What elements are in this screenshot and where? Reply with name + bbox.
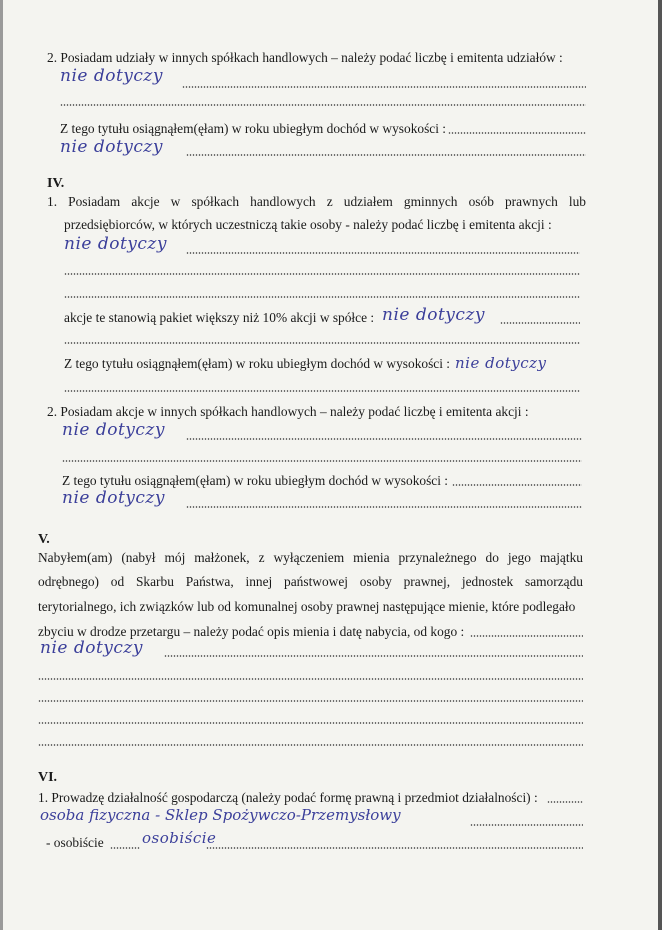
dotted-line [110,847,140,849]
s4-item1-handwritten: nie dotyczy [64,234,167,254]
s4-income-text: Z tego tytułu osiągnąłem(ęłam) w roku ubiegłym dochód w wysokości : [64,356,451,371]
section-v-heading: V. [38,532,50,547]
s4-income-handwritten: nie dotyczy [455,354,547,372]
s4-item2-text: 2. Posiadam akcje w innych spółkach handlowych – należy podać liczbę i emitenta akcji : [47,404,529,419]
dotted-line [547,801,583,803]
dotted-line [60,104,586,106]
dotted-line [448,132,586,134]
dotted-line [64,390,580,392]
dotted-line [186,438,582,440]
dotted-line [182,86,586,88]
s6-business-handwritten: osoba fizyczna - Sklep Spożywczo-Przemysłowy [40,806,401,824]
scan-edge-left [0,0,3,930]
dotted-line [38,744,583,746]
s4-income2-text: Z tego tytułu osiągnąłem(ęłam) w roku ubiegłym dochód w wysokości : [62,473,449,488]
dotted-line [470,824,583,826]
dotted-line [186,252,580,254]
s3-income-text: Z tego tytułu osiągnąłem(ęłam) w roku ubiegłym dochód w wysokości : [60,121,447,136]
dotted-line [38,700,583,702]
s5-handwritten: nie dotyczy [40,638,143,658]
s6-item1-text: 1. Prowadzę działalność gospodarczą (należy podać formę prawną i przedmiot działalności) : [38,790,538,805]
scan-edge-right [658,0,662,930]
dotted-line [164,655,583,657]
s3-item2-text: 2. Posiadam udziały w innych spółkach handlowych – należy podać liczbę i emitenta udziałów : [47,50,563,65]
dotted-line [38,722,583,724]
section-iv-heading: IV. [47,176,65,191]
s3-item2-handwritten: nie dotyczy [60,66,163,86]
s6-osobiscie-handwritten: osobiście [142,829,217,847]
dotted-line [38,678,583,680]
s4-income2-handwritten: nie dotyczy [62,488,165,508]
dotted-line [500,322,580,324]
s4-item1-line1: 1. Posiadam akcje w spółkach handlowych z udziałem gminnych osób prawnych lub [47,194,586,209]
dotted-line [62,460,582,462]
s5-line1: Nabyłem(am) (nabył mój małżonek, z wyłączeniem mienia przynależnego do jego majątku [38,550,583,565]
dotted-line [64,342,580,344]
dotted-line [470,635,583,637]
s3-income-handwritten: nie dotyczy [60,137,163,157]
dotted-line [206,847,583,849]
s5-line4: zbyciu w drodze przetargu – należy podać opis mienia i datę nabycia, od kogo : [38,624,465,639]
dotted-line [186,506,582,508]
s4-item2-handwritten: nie dotyczy [62,420,165,440]
s6-osobiscie-label: - osobiście [46,835,104,850]
dotted-line [64,273,580,275]
s4-pakiet-handwritten: nie dotyczy [382,305,485,325]
s4-pakiet-text: akcje te stanowią pakiet większy niż 10% akcji w spółce : [64,310,375,325]
s4-item1-line2: przedsiębiorców, w których uczestniczą takie osoby - należy podać liczbę i emitenta akcji : [64,217,552,232]
dotted-line [186,154,586,156]
s5-line3: terytorialnego, ich związków lub od komunalnej osoby prawnej następujące mienie, które podlegało [38,599,576,614]
section-vi-heading: VI. [38,770,58,785]
dotted-line [64,296,580,298]
dotted-line [452,484,582,486]
s5-line2: odrębnego) od Skarbu Państwa, innej państwowej osoby prawnej, jednostek samorządu [38,574,583,589]
